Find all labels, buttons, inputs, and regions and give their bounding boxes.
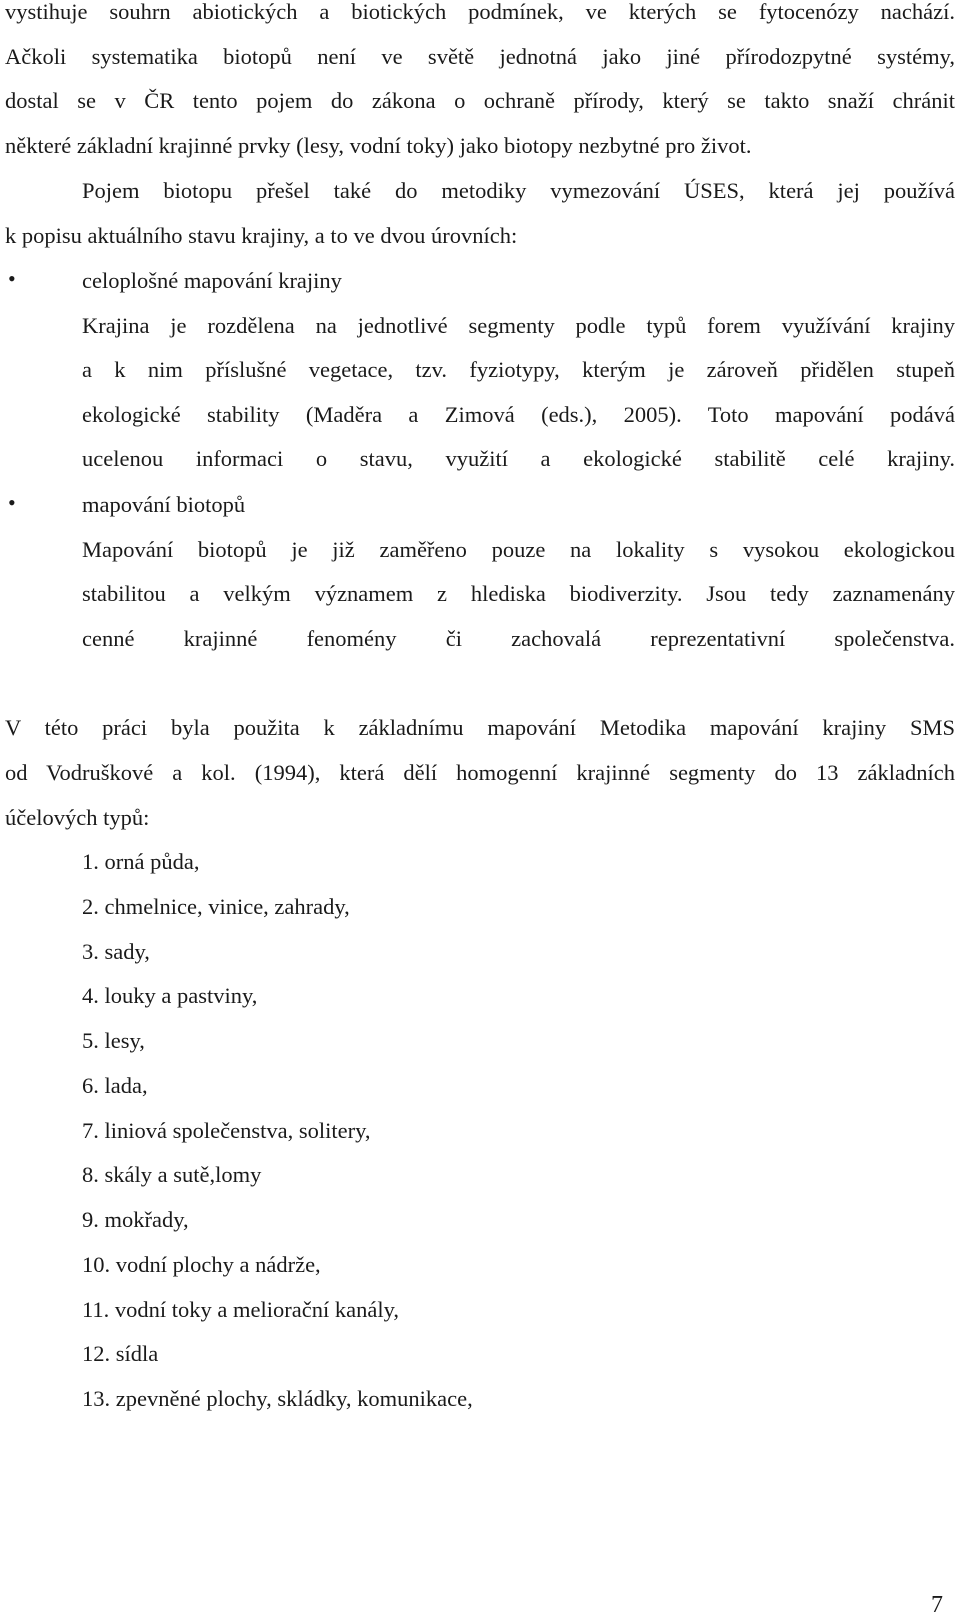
methodology-line: od Vodruškové a kol. (1994), která dělí homogenní krajinné segmenty do 13 základních [5, 760, 955, 785]
segment-type-item: 9. mokřady, [82, 1207, 189, 1232]
segment-type-item: 3. sady, [82, 939, 150, 964]
segment-type-item: 13. zpevněné plochy, skládky, komunikace, [82, 1386, 473, 1411]
bullet-body-line: cenné krajinné fenomény či zachovalá reprezentativní společenstva. [82, 626, 955, 651]
intro-line: Ačkoli systematika biotopů není ve světě jednotná jako jiné přírodozpytné systémy, [5, 44, 955, 69]
intro-line: vystihuje souhrn abiotických a biotických podmínek, ve kterých se fytocenózy nachází. [5, 0, 955, 24]
bullet-body-line: a k nim příslušné vegetace, tzv. fyziotypy, kterým je zároveň přidělen stupeň [82, 357, 955, 382]
intro-line: některé základní krajinné prvky (lesy, vodní toky) jako biotopy nezbytné pro život. [5, 133, 752, 158]
bullet-body-line: stabilitou a velkým významem z hlediska biodiverzity. Jsou tedy zaznamenány [82, 581, 955, 606]
segment-type-item: 1. orná půda, [82, 849, 200, 874]
bullet-title: celoplošné mapování krajiny [82, 268, 342, 293]
bullet-body-line: ekologické stability (Maděra a Zimová (eds.), 2005). Toto mapování podává [82, 402, 955, 427]
segment-type-item: 12. sídla [82, 1341, 159, 1366]
segment-type-item: 11. vodní toky a meliorační kanály, [82, 1297, 399, 1322]
methodology-line: V této práci byla použita k základnímu mapování Metodika mapování krajiny SMS [5, 715, 955, 740]
uses-paragraph-line: Pojem biotopu přešel také do metodiky vymezování ÚSES, která jej používá [82, 178, 955, 203]
bullet-body-line: Krajina je rozdělena na jednotlivé segmenty podle typů forem využívání krajiny [82, 313, 955, 338]
intro-line: dostal se v ČR tento pojem do zákona o ochraně přírody, který se takto snaží chránit [5, 88, 955, 113]
segment-type-item: 4. louky a pastviny, [82, 983, 258, 1008]
segment-type-item: 10. vodní plochy a nádrže, [82, 1252, 321, 1277]
methodology-line: účelových typů: [5, 805, 150, 830]
segment-type-item: 8. skály a sutě,lomy [82, 1162, 262, 1187]
bullet-title: mapování biotopů [82, 492, 246, 517]
uses-paragraph-line: k popisu aktuálního stavu krajiny, a to ve dvou úrovních: [5, 223, 518, 248]
segment-type-item: 2. chmelnice, vinice, zahrady, [82, 894, 350, 919]
segment-type-item: 7. liniová společenstva, solitery, [82, 1118, 371, 1143]
bullet-body-line: ucelenou informaci o stavu, využití a ekologické stabilitě celé krajiny. [82, 446, 955, 471]
segment-type-item: 5. lesy, [82, 1028, 145, 1053]
page-number: 7 [931, 1592, 943, 1618]
bullet-marker: • [8, 266, 16, 291]
bullet-body-line: Mapování biotopů je již zaměřeno pouze na lokality s vysokou ekologickou [82, 537, 955, 562]
bullet-marker: • [8, 490, 16, 515]
segment-type-item: 6. lada, [82, 1073, 148, 1098]
